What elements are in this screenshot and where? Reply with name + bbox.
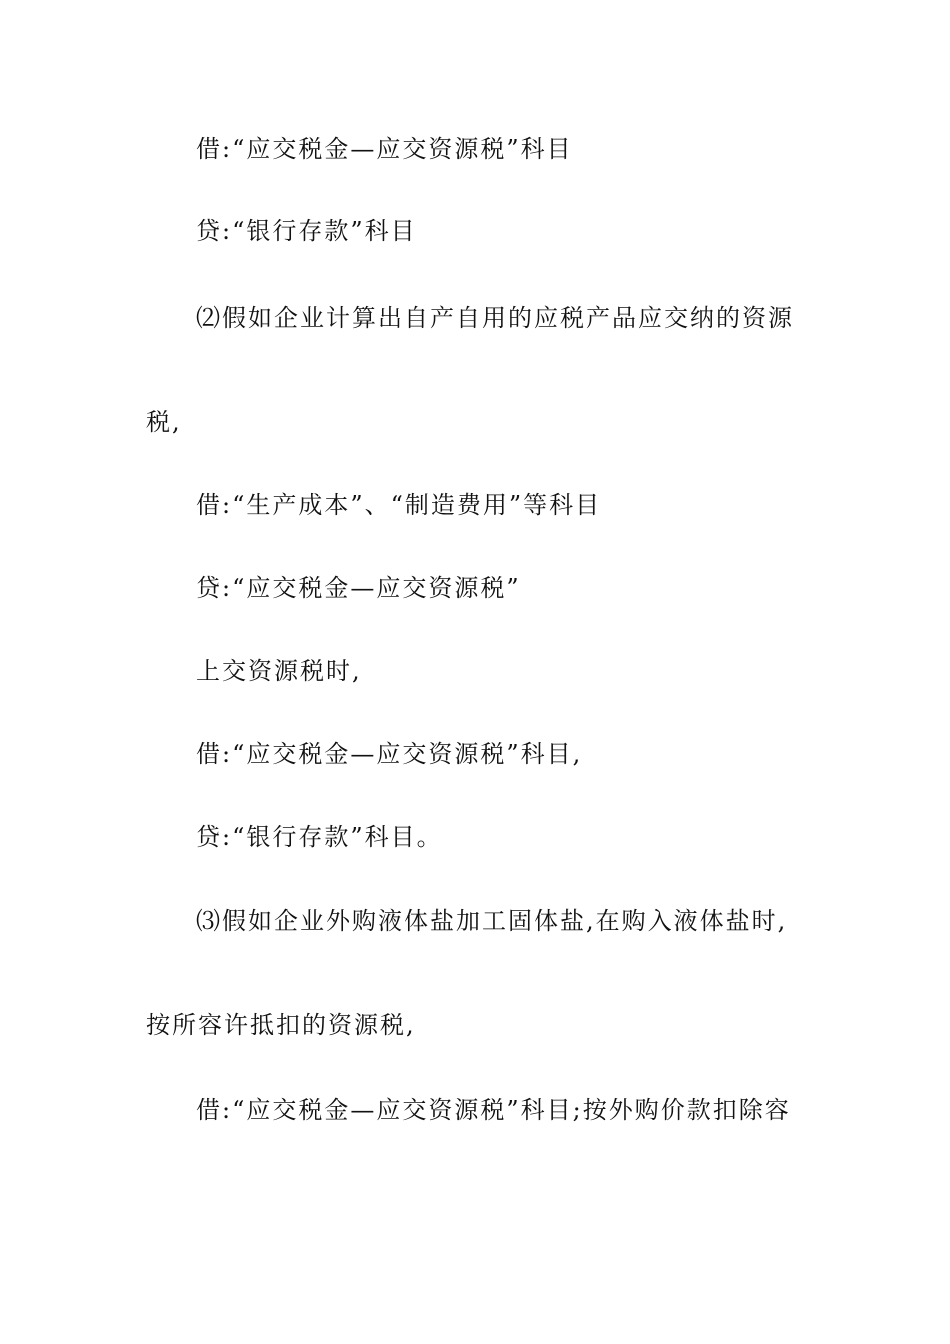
paragraph-line: 借:“生产成本”、“制造费用”等科目	[196, 491, 602, 519]
paragraph-line: 贷:“银行存款”科目	[196, 217, 417, 245]
paragraph-line: 借:“应交税金—应交资源税”科目	[196, 135, 573, 163]
paragraph-line: ⑵假如企业计算出自产自用的应税产品应交纳的资源	[196, 304, 794, 332]
paragraph-line: 税,	[146, 408, 182, 436]
paragraph-line: 贷:“应交税金—应交资源税”	[196, 574, 521, 602]
paragraph-line: 借:“应交税金—应交资源税”科目,	[196, 740, 583, 768]
paragraph-line: 借:“应交税金—应交资源税”科目;按外购价款扣除容	[196, 1096, 791, 1124]
paragraph-line: ⑶假如企业外购液体盐加工固体盐,在购入液体盐时,	[196, 907, 788, 935]
paragraph-line: 按所容许抵扣的资源税,	[146, 1011, 416, 1039]
paragraph-line: 上交资源税时,	[196, 657, 362, 685]
paragraph-line: 贷:“银行存款”科目。	[196, 823, 443, 851]
